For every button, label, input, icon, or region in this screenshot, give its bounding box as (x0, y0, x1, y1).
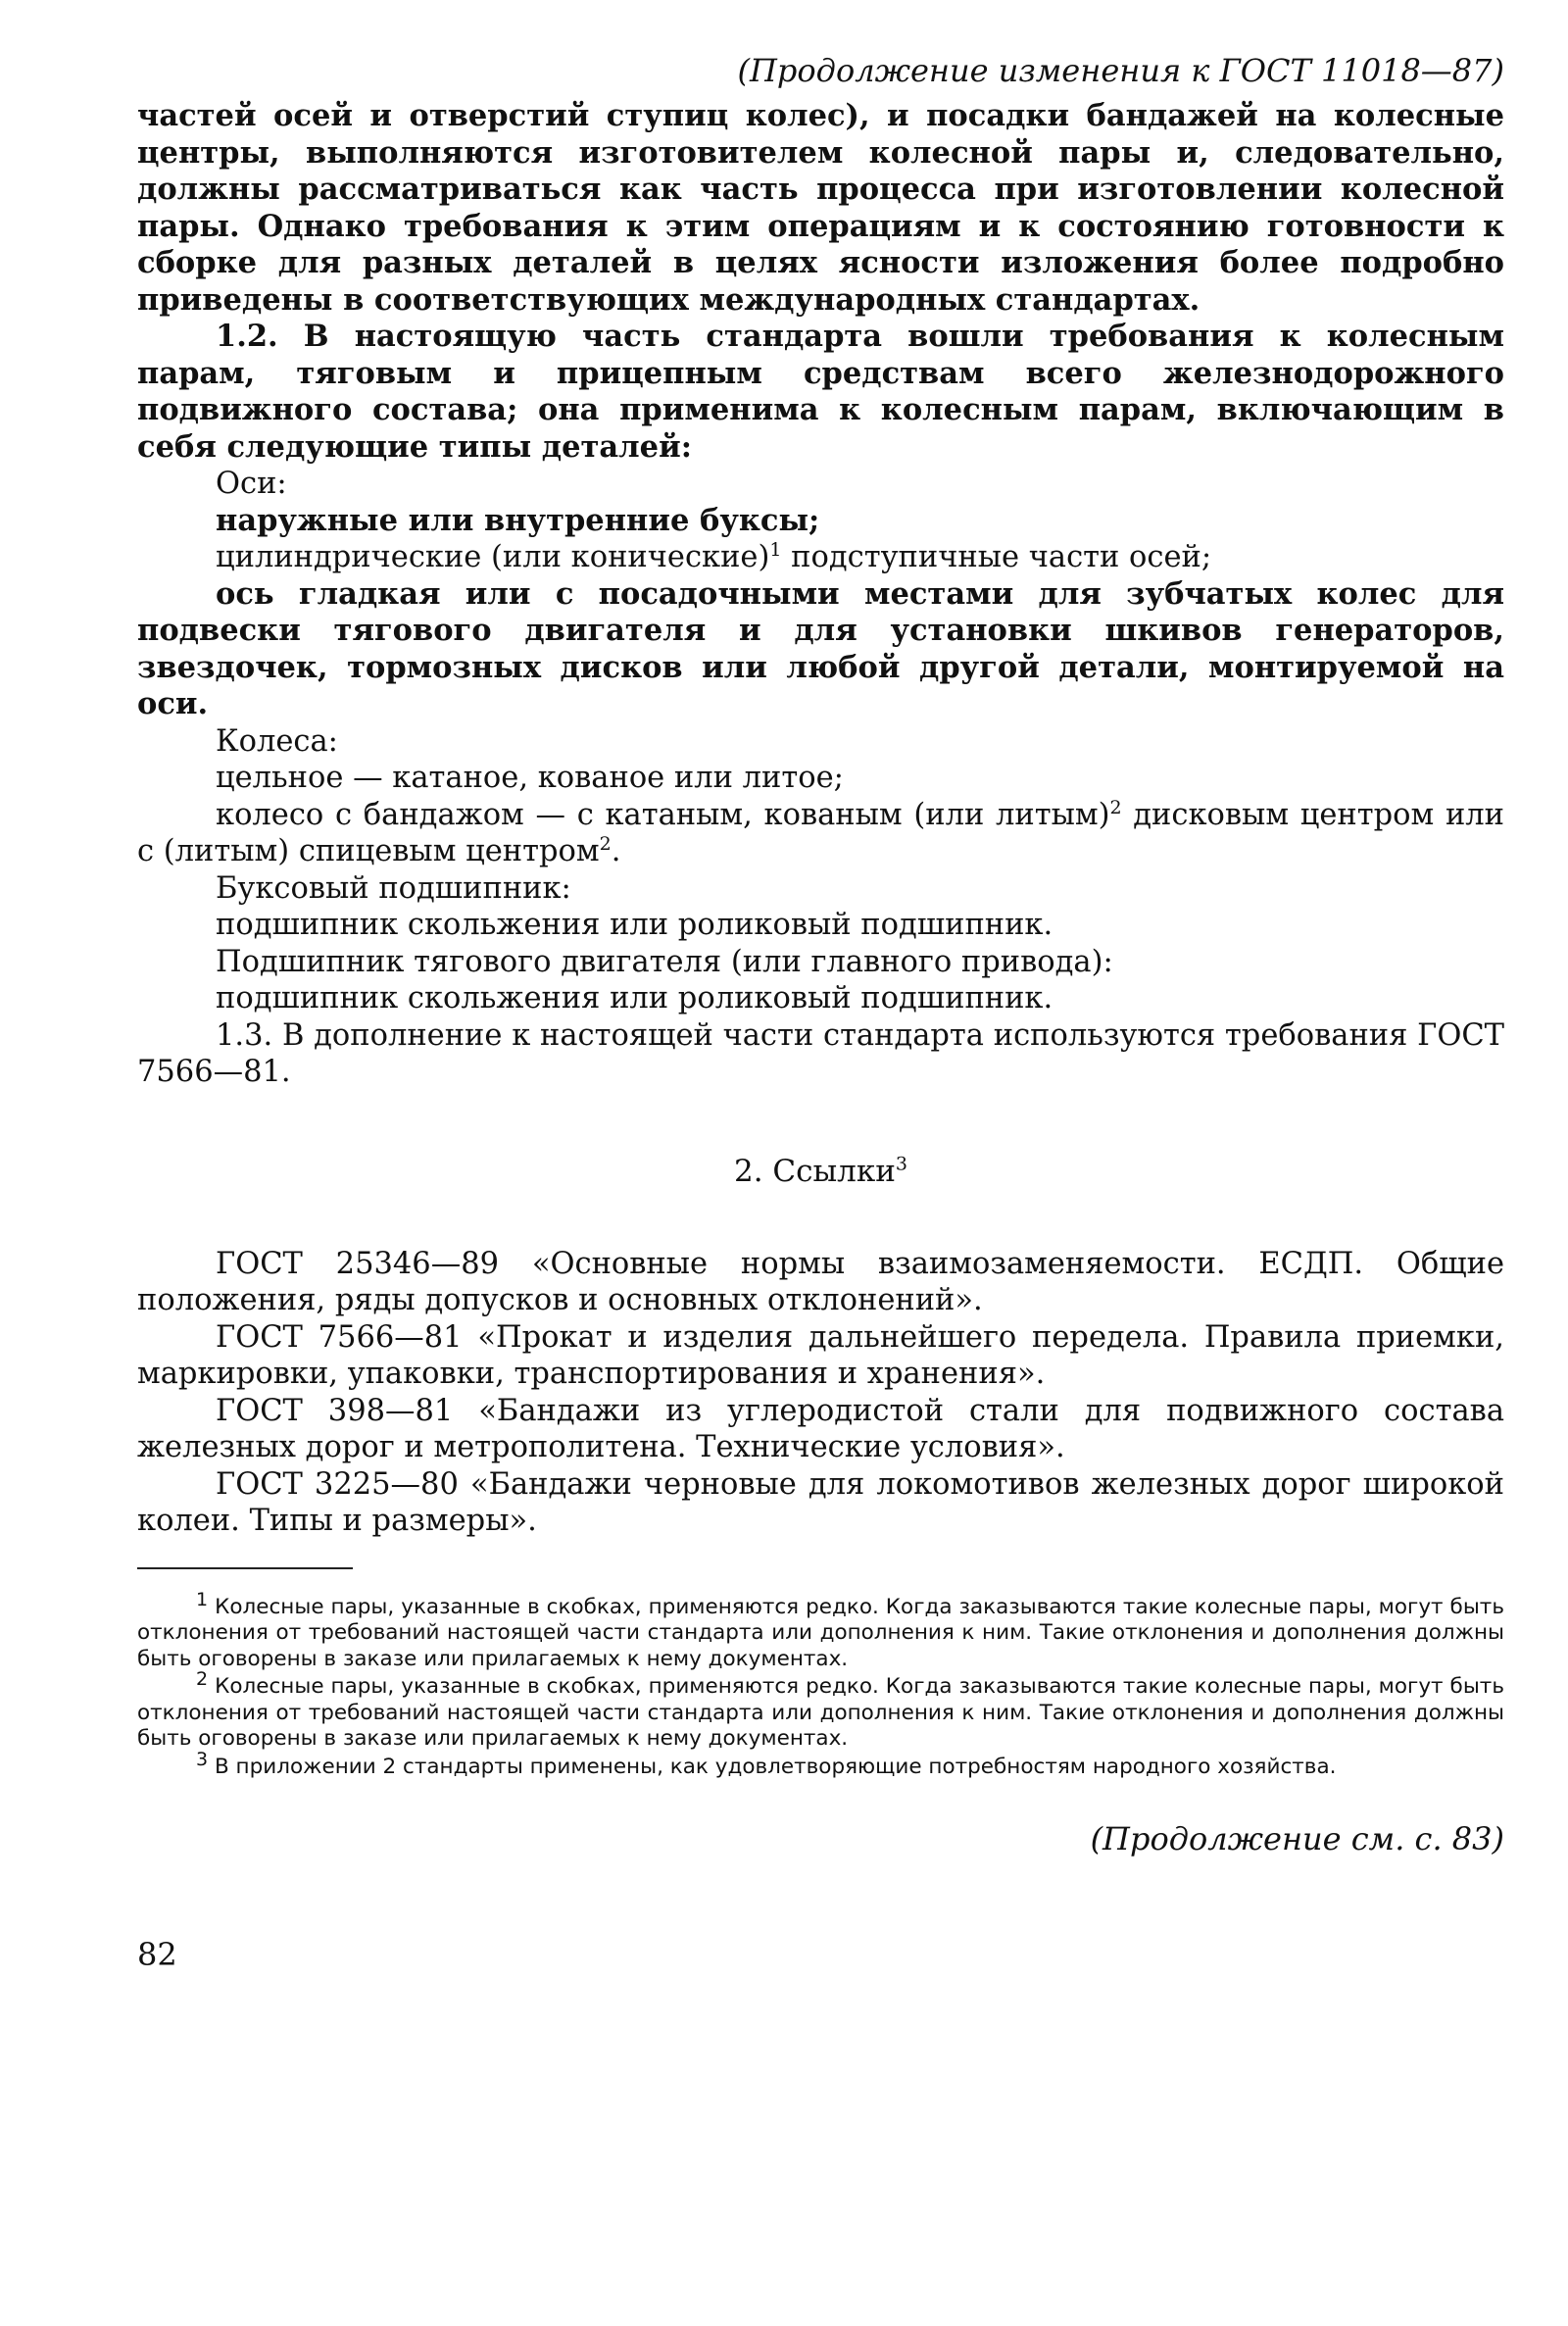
wheels-item-2-a: колесо с бандажом — с катаным, кованым (или литым) (216, 797, 1110, 832)
axles-item-3: ось гладкая или с посадочными местами для зубчатых колес для подвески тягового двигателя и для установки шкивов генераторов, звездочек, тормозных дисков или любой другой детали, монтируемой на оси. (137, 575, 1504, 721)
footnote-2 (137, 1667, 1504, 1753)
footnote-1 (137, 1588, 1504, 1673)
wheels-item-2 (137, 797, 1504, 870)
footnote-ref-3: 3 (895, 1153, 907, 1175)
wheels-item-2-b: дисковым центром или с (литым) спицевым центром (137, 797, 1504, 868)
running-header: (Продолжение изменения к ГОСТ 11018—87) (737, 52, 1504, 89)
motor-bearing-title: Подшипник тягового двигателя (или главного привода): (216, 944, 1113, 979)
document-page (137, 51, 1504, 1974)
wheels-item-1: цельное — катаное, кованое или литое; (216, 761, 844, 795)
reference-item: ГОСТ 3225—80 «Бандажи черновые для локомотивов железных дорог широкой колеи. Типы и размеры». (137, 1466, 1504, 1538)
continuation-note: (Продолжение см. с. 83) (1090, 1820, 1504, 1857)
footnote-ref-2b: 2 (599, 832, 612, 855)
footnote-divider (137, 1567, 353, 1569)
axles-item-2 (137, 539, 1504, 576)
axles-item-2-text: цилиндрические (или конические) (216, 540, 770, 574)
reference-item: ГОСТ 7566—81 «Прокат и изделия дальнейшего передела. Правила приемки, маркировки, упаковки, транспортирования и хранения». (137, 1319, 1504, 1391)
axles-item-1: наружные или внутренние буксы; (216, 502, 820, 538)
footnote-3 (137, 1748, 1504, 1781)
footnote-1-text: Колесные пары, указанные в скобках, применяются редко. Когда заказываются такие колесные пары, могут быть отклонения от требований настоящей части стандарта или дополнения к ним. Такие отклонения и дополнения должны быть оговорены в заказе или прилагаемых к нему документах. (137, 1594, 1504, 1671)
motor-bearing-item: подшипник скольжения или роликовый подшипник. (216, 981, 1054, 1015)
section-2-title (137, 1152, 1504, 1191)
axles-item-2-tail: подступичные части осей; (781, 540, 1212, 574)
section-2-title-text: 2. Ссылки (733, 1153, 896, 1189)
page-number: 82 (137, 1936, 177, 1973)
wheels-item-2-c: . (611, 834, 621, 868)
footnote-3-text: В приложении 2 стандарты применены, как удовлетворяющие потребностям народного хозяйства. (214, 1754, 1337, 1779)
footnote-1-mark: 1 (196, 1588, 209, 1610)
clause-1-2: 1.2. В настоящую часть стандарта вошли требования к колесным парам, тяговым и прицепным средствам всего железнодорожного подвижного состава; она применима к колесным парам, включающим в себя следующие типы деталей: (137, 319, 1504, 465)
axlebox-bearing-item: подшипник скольжения или роликовый подшипник. (216, 908, 1054, 942)
intro-paragraph: частей осей и отверстий ступиц колес), и посадки бандажей на колесные центры, выполняются изготовителем колесной пары и, следовательно, должны рассматриваться как часть процесса при изготовлении колесной пары. Однако требования к этим операциям и к состоянию готовности к сборке для разных деталей в целях ясности изложения более подробно приведены в соответствующих международных стандартах. (137, 98, 1504, 318)
footnote-ref-1: 1 (769, 538, 782, 561)
reference-item: ГОСТ 25346—89 «Основные нормы взаимозаменяемости. ЕСДП. Общие положения, ряды допусков и основных отклонений». (137, 1246, 1504, 1317)
footnote-3-mark: 3 (196, 1748, 209, 1770)
footnote-2-text: Колесные пары, указанные в скобках, применяются редко. Когда заказываются такие колесные пары, могут быть отклонения от требований настоящей части стандарта или дополнения к ним. Такие отклонения и дополнения должны быть оговорены в заказе или прилагаемых к нему документах. (137, 1674, 1504, 1751)
wheels-title: Колеса: (216, 723, 338, 759)
footnote-2-mark: 2 (196, 1667, 209, 1690)
footnote-ref-2a: 2 (1109, 796, 1122, 818)
axlebox-bearing-title: Буксовый подшипник: (216, 870, 571, 906)
axles-title: Оси: (216, 467, 287, 501)
reference-item: ГОСТ 398—81 «Бандажи из углеродистой стали для подвижного состава железных дорог и метрополитена. Технические условия». (137, 1393, 1504, 1464)
clause-1-3: 1.3. В дополнение к настоящей части стандарта используются требования ГОСТ 7566—81. (137, 1017, 1504, 1089)
